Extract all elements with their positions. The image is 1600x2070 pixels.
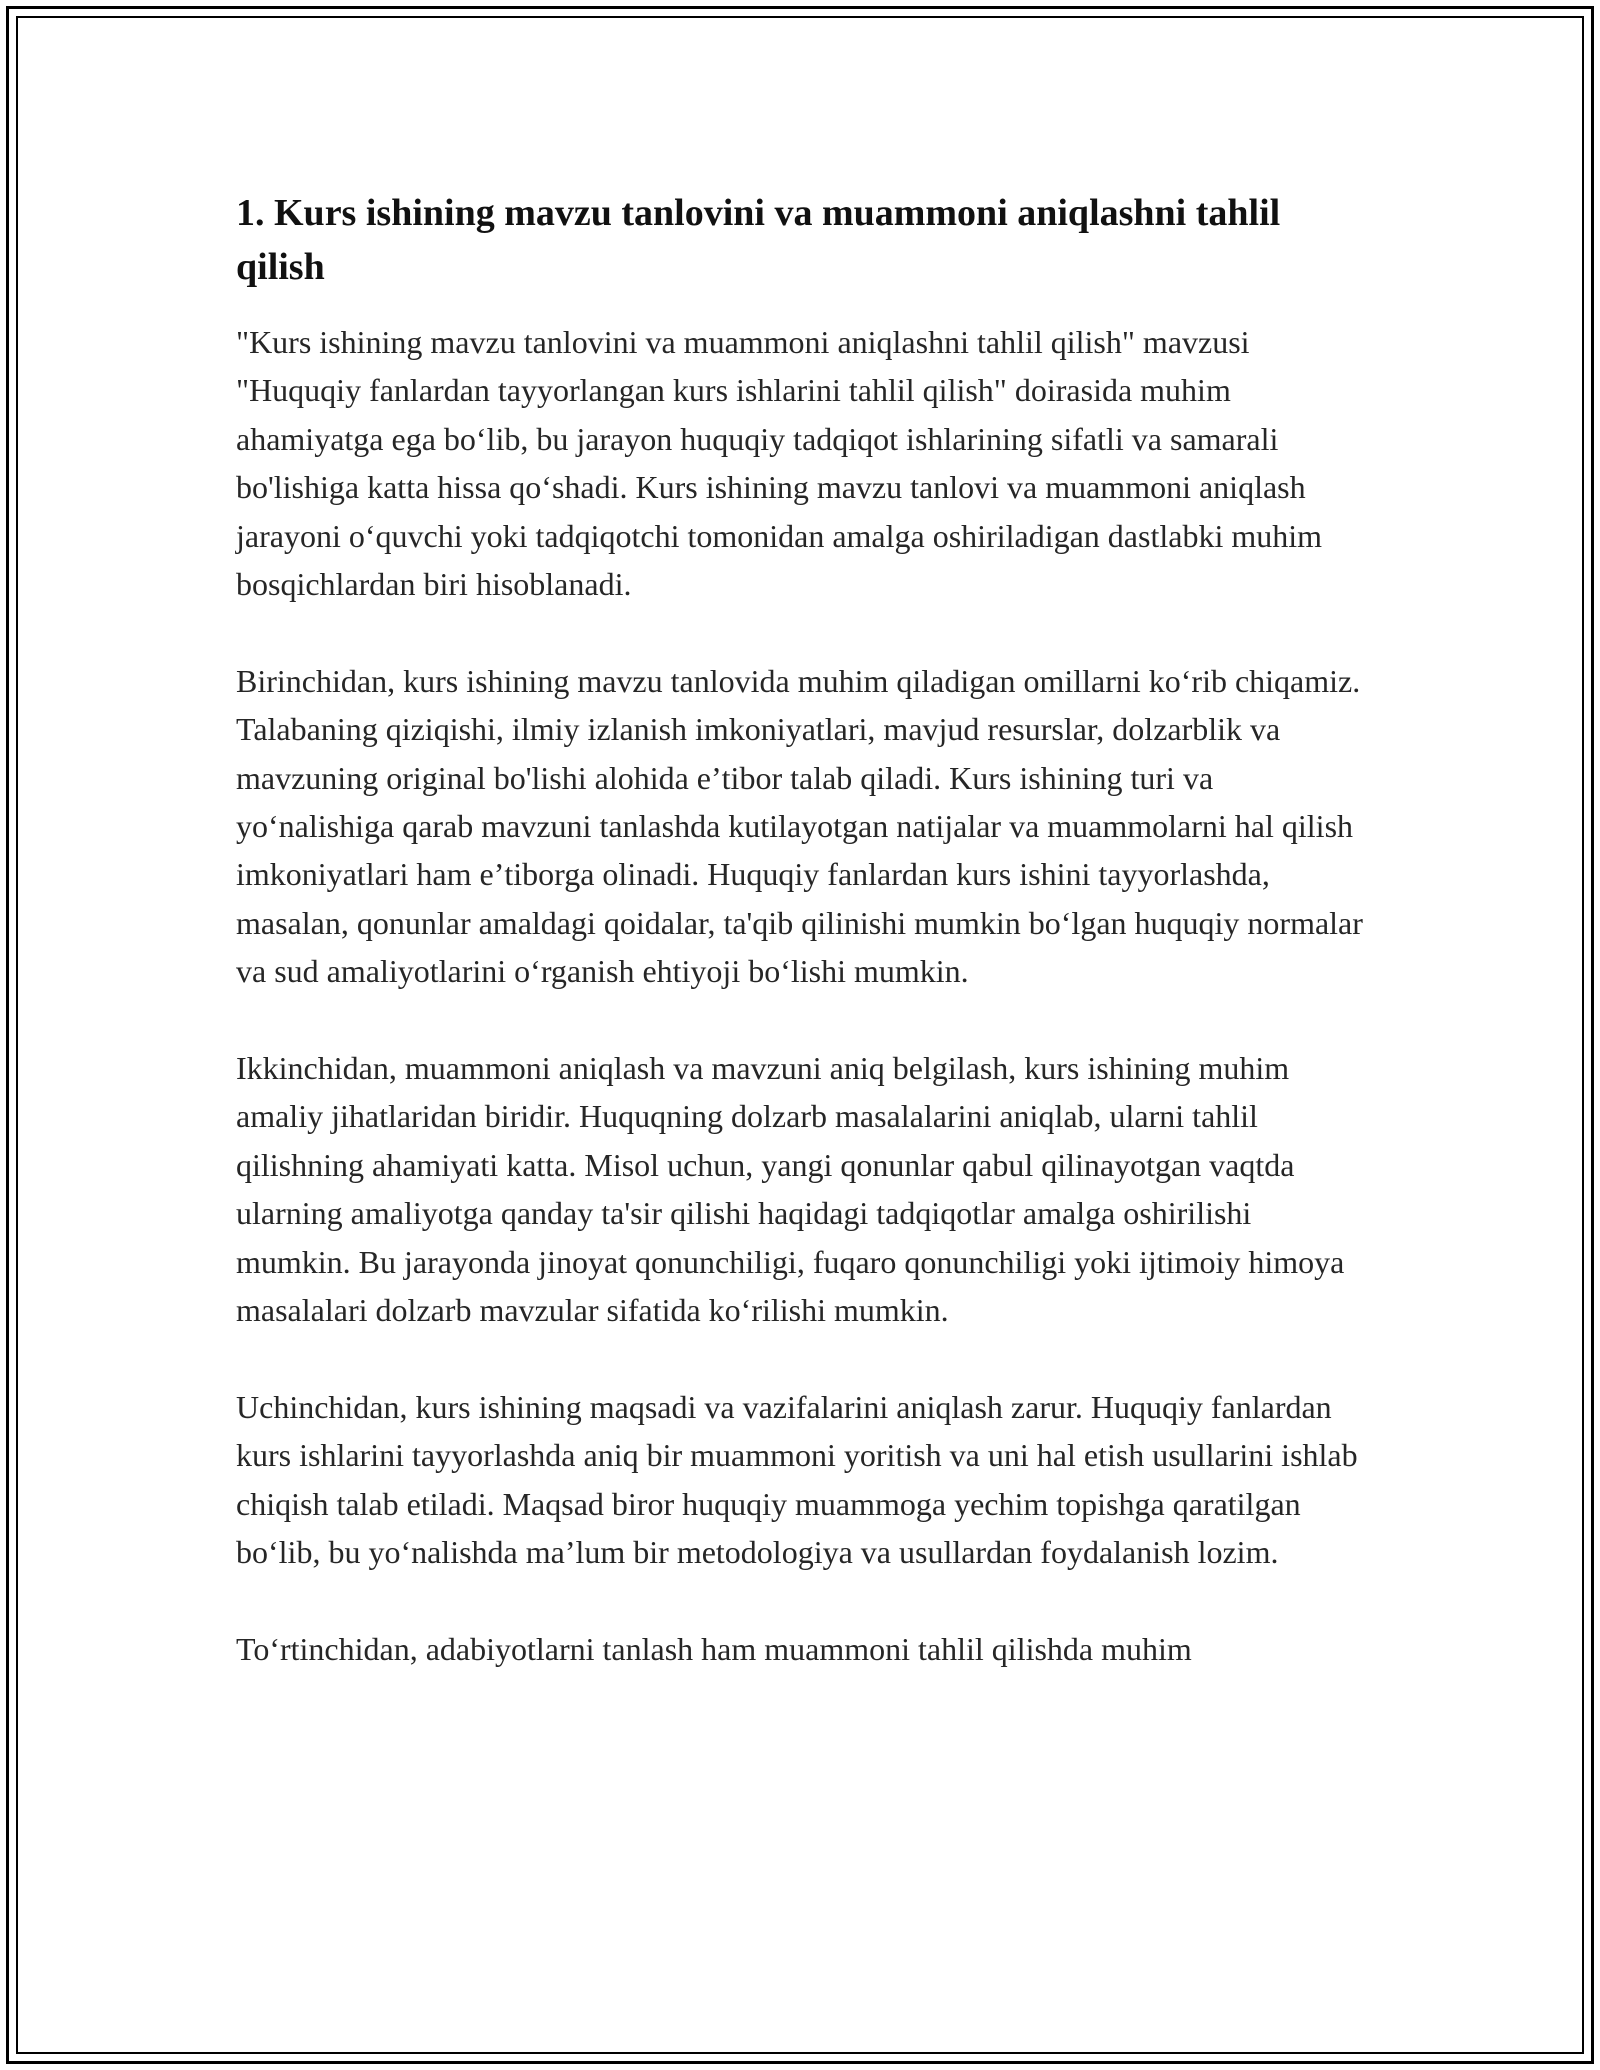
document-body [236, 186, 1366, 1673]
paragraph-intro: "Kurs ishining mavzu tanlovini va muammoni aniqlashni tahlil qilish" mavzusi "Huquqiy fanlardan tayyorlangan kurs ishlarini tahlil qilish" doirasida muhim ahamiyatga ega boʻlib, bu jarayon huquqiy tadqiqot ishlarining sifatli va samarali bo'lishiga katta hissa qoʻshadi. Kurs ishining mavzu tanlovi va muammoni aniqlash jarayoni oʻquvchi yoki tadqiqotchi tomonidan amalga oshiriladigan dastlabki muhim bosqichlardan biri hisoblanadi. [236, 324, 1322, 603]
paragraph-second: Ikkinchidan, muammoni aniqlash va mavzuni aniq belgilash, kurs ishining muhim amaliy jihatlaridan biridir. Huquqning dolzarb masalalarini aniqlab, ularni tahlil qilishning ahamiyati katta. Misol uchun, yangi qonunlar qabul qilinayotgan vaqtda ularning amaliyotga qanday ta'sir qilishi haqidagi tadqiqotlar amalga oshirilishi mumkin. Bu jarayonda jinoyat qonunchiligi, fuqaro qonunchiligi yoki ijtimoiy himoya masalalari dolzarb mavzular sifatida koʻrilishi mumkin. [236, 1050, 1345, 1329]
paragraph-fourth: Toʻrtinchidan, adabiyotlarni tanlash ham muammoni tahlil qilishda muhim [236, 1630, 1192, 1667]
paragraph-third: Uchinchidan, kurs ishining maqsadi va vazifalarini aniqlash zarur. Huquqiy fanlardan kurs ishlarini tayyorlashda aniq bir muammoni yoritish va uni hal etish usullarini ishlab chiqish talab etiladi. Maqsad biror huquqiy muammoga yechim topishga qaratilgan boʻlib, bu yoʻnalishda maʼlum bir metodologiya va usullardan foydalanish lozim. [236, 1388, 1358, 1571]
paragraph-first: Birinchidan, kurs ishining mavzu tanlovida muhim qiladigan omillarni koʻrib chiqamiz. Talabaning qiziqishi, ilmiy izlanish imkoniyatlari, mavjud resurslar, dolzarblik va mavzuning original bo'lishi alohida eʼtibor talab qiladi. Kurs ishining turi va yoʻnalishiga qarab mavzuni tanlashda kutilayotgan natijalar va muammolarni hal qilish imkoniyatlari ham eʼtiborga olinadi. Huquqiy fanlardan kurs ishini tayyorlashda, masalan, qonunlar amaldagi qoidalar, ta'qib qilinishi mumkin boʻlgan huquqiy normalar va sud amaliyotlarini oʻrganish ehtiyoji boʻlishi mumkin. [236, 662, 1363, 990]
document-title: 1. Kurs ishining mavzu tanlovini va muammoni aniqlashni tahlil qilish [236, 192, 1281, 288]
